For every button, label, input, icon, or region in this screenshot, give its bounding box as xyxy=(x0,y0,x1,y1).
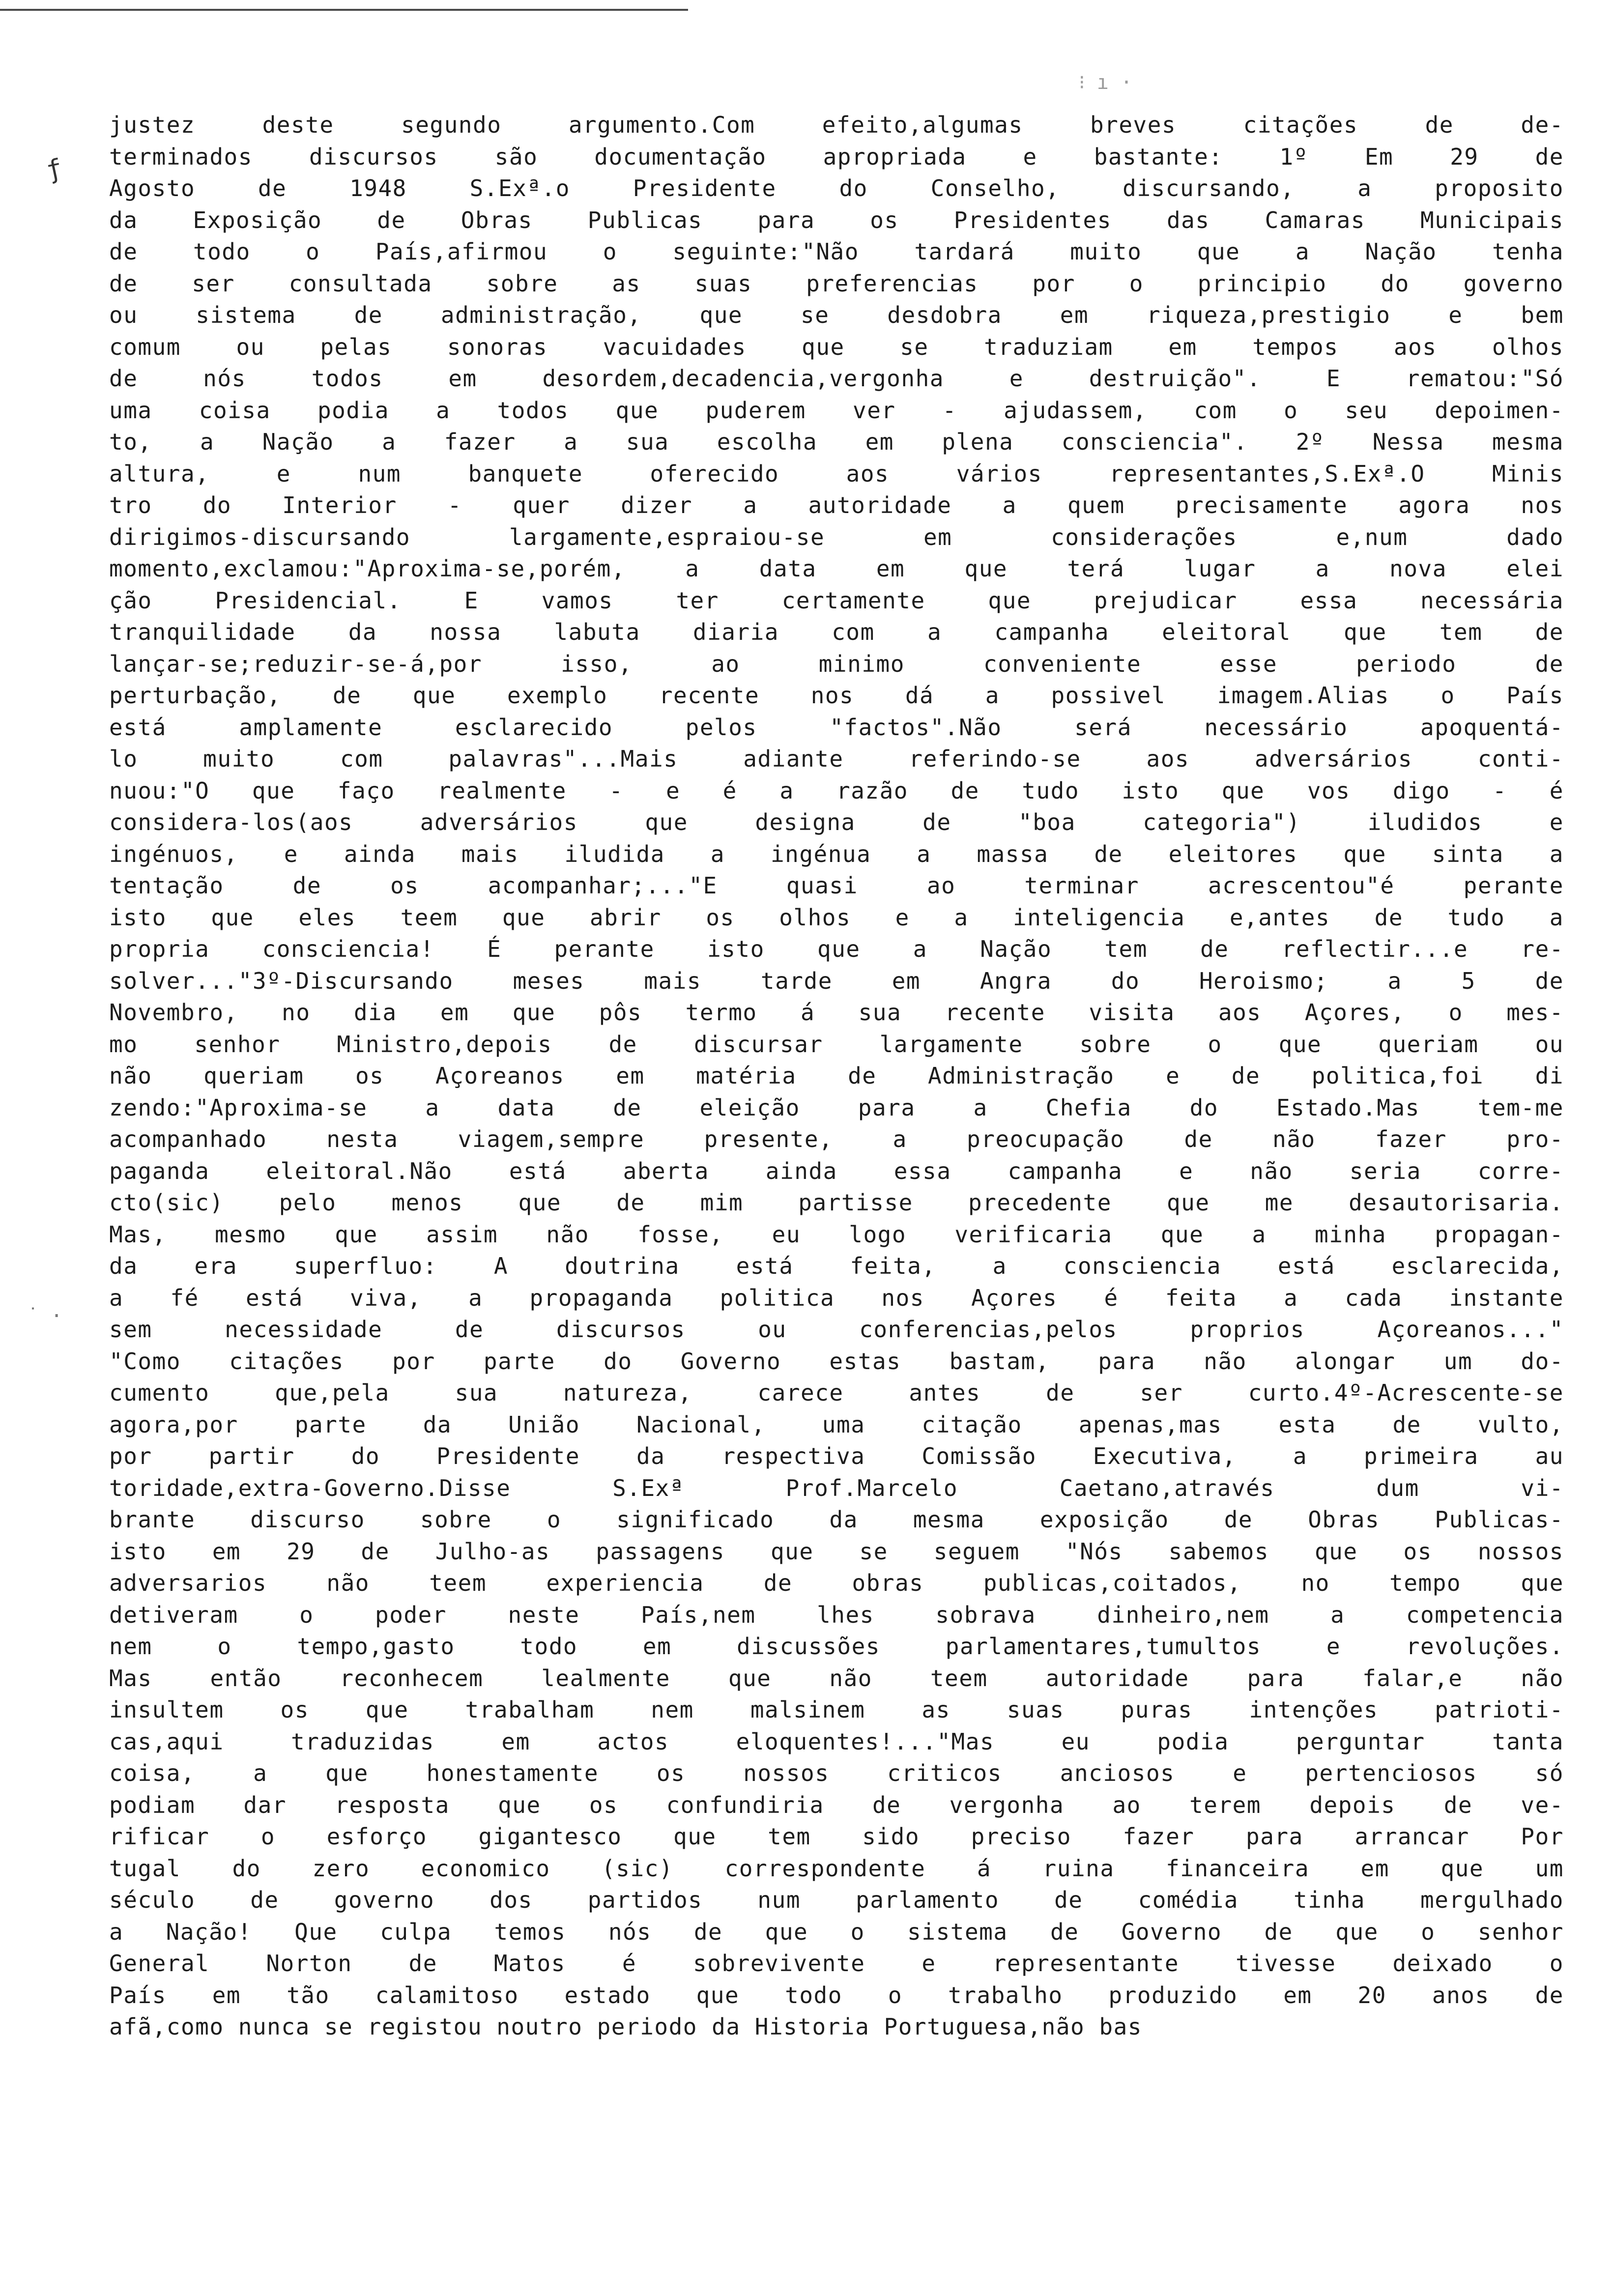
text-line: zendo:"Aproxima-se a data de eleição para a Chefia do Estado.Mas tem-me xyxy=(109,1094,1564,1121)
text-line: toridade,extra-Governo.Disse S.Exª Prof.Marcelo Caetano,através dum vi- xyxy=(109,1474,1564,1501)
text-line: Mas, mesmo que assim não fosse, eu logo verificaria que a minha propagan- xyxy=(109,1221,1564,1248)
margin-dots: ˙ · xyxy=(27,1305,63,1327)
text-line: nuou:"O que faço realmente - e é a razão de tudo isto que vos digo - é xyxy=(109,777,1564,804)
text-line: cto(sic) pelo menos que de mim partisse precedente que me desautorisaria. xyxy=(109,1189,1564,1216)
text-line: tentação de os acompanhar;..."E quasi ao terminar acrescentou"é perante xyxy=(109,872,1564,899)
text-line: de nós todos em desordem,decadencia,vergonha e destruição". E rematou:"Só xyxy=(109,365,1564,392)
text-line: cas,aqui traduzidas em actos eloquentes!..."Mas eu podia perguntar tanta xyxy=(109,1728,1564,1755)
text-line: nem o tempo,gasto todo em discussões parlamentares,tumultos e revoluções. xyxy=(109,1633,1564,1660)
text-line: "Como citações por parte do Governo estas bastam, para não alongar um do- xyxy=(109,1348,1564,1375)
text-line: está amplamente esclarecido pelos "factos".Não será necessário apoquentá- xyxy=(109,714,1564,741)
text-line: sem necessidade de discursos ou conferencias,pelos proprios Açoreanos..." xyxy=(109,1316,1564,1343)
text-line: lançar-se;reduzir-se-á,por isso, ao minimo conveniente esse periodo de xyxy=(109,650,1564,677)
text-line: de ser consultada sobre as suas preferencias por o principio do governo xyxy=(109,270,1564,297)
text-line: ção Presidencial. E vamos ter certamente que prejudicar essa necessária xyxy=(109,587,1564,614)
text-line: uma coisa podia a todos que puderem ver - ajudassem, com o seu depoimen- xyxy=(109,397,1564,424)
text-line: a fé está viva, a propaganda politica nos Açores é feita a cada instante xyxy=(109,1284,1564,1311)
text-line: lo muito com palavras"...Mais adiante referindo-se aos adversários conti- xyxy=(109,746,1564,772)
text-line: tugal do zero economico (sic) correspondente á ruina financeira em que um xyxy=(109,1855,1564,1882)
text-line: Novembro, no dia em que pôs termo á sua recente visita aos Açores, o mes- xyxy=(109,999,1564,1026)
text-line: tranquilidade da nossa labuta diaria com a campanha eleitoral que tem de xyxy=(109,619,1564,645)
text-line: a Nação! Que culpa temos nós de que o sistema de Governo de que o senhor xyxy=(109,1918,1564,1945)
text-line: Agosto de 1948 S.Exª.o Presidente do Conselho, discursando, a proposito xyxy=(109,175,1564,201)
text-line: tro do Interior - quer dizer a autoridade a quem precisamente agora nos xyxy=(109,492,1564,518)
text-line: rificar o esforço gigantesco que tem sido preciso fazer para arrancar Por xyxy=(109,1823,1564,1850)
text-line: perturbação, de que exemplo recente nos dá a possivel imagem.Alias o País xyxy=(109,682,1564,709)
text-line: da era superfluo: A doutrina está feita, a consciencia está esclarecida, xyxy=(109,1253,1564,1279)
text-line: isto que eles teem que abrir os olhos e a inteligencia e,antes de tudo a xyxy=(109,904,1564,931)
margin-mark: ƒ xyxy=(44,153,65,186)
typed-page xyxy=(109,109,1564,2043)
text-line: justez deste segundo argumento.Com efeito,algumas breves citações de de- xyxy=(109,112,1564,138)
text-line: isto em 29 de Julho-as passagens que se seguem "Nós sabemos que os nossos xyxy=(109,1538,1564,1565)
top-rule xyxy=(0,9,688,11)
text-line: podiam dar resposta que os confundiria de vergonha ao terem depois de ve- xyxy=(109,1791,1564,1818)
text-line: to, a Nação a fazer a sua escolha em plena consciencia". 2º Nessa mesma xyxy=(109,429,1564,455)
text-line: não queriam os Açoreanos em matéria de Administração e de politica,foi di xyxy=(109,1062,1564,1089)
text-line: agora,por parte da União Nacional, uma citação apenas,mas esta de vulto, xyxy=(109,1411,1564,1438)
text-line: mo senhor Ministro,depois de discursar largamente sobre o que queriam ou xyxy=(109,1031,1564,1058)
text-line: coisa, a que honestamente os nossos criticos anciosos e pertenciosos só xyxy=(109,1760,1564,1786)
text-line: País em tão calamitoso estado que todo o trabalho produzido em 20 anos de xyxy=(109,1981,1564,2009)
scan-mark: ⁝ ı · xyxy=(1079,71,1133,94)
text-line: acompanhado nesta viagem,sempre presente, a preocupação de não fazer pro- xyxy=(109,1126,1564,1152)
text-line: momento,exclamou:"Aproxima-se,porém, a data em que terá lugar a nova elei xyxy=(109,555,1564,582)
text-line: Mas então reconhecem lealmente que não teem autoridade para falar,e não xyxy=(109,1665,1564,1692)
text-line: considera-los(aos adversários que designa de "boa categoria") iludidos e xyxy=(109,809,1564,835)
text-line: ingénuos, e ainda mais iludida a ingénua a massa de eleitores que sinta a xyxy=(109,840,1564,867)
text-line: detiveram o poder neste País,nem lhes sobrava dinheiro,nem a competencia xyxy=(109,1601,1564,1628)
text-line: século de governo dos partidos num parlamento de comédia tinha mergulhado xyxy=(109,1887,1564,1913)
text-line: comum ou pelas sonoras vacuidades que se traduziam em tempos aos olhos xyxy=(109,333,1564,360)
text-line: altura, e num banquete oferecido aos vários representantes,S.Exª.O Minis xyxy=(109,460,1564,487)
text-line: General Norton de Matos é sobrevivente e representante tivesse deixado o xyxy=(109,1950,1564,1977)
text-line: afã,como nunca se registou noutro periodo da Historia Portuguesa,não bas xyxy=(109,2013,1142,2040)
text-line: insultem os que trabalham nem malsinem as suas puras intenções patrioti- xyxy=(109,1696,1564,1723)
text-line: de todo o País,afirmou o seguinte:"Não tardará muito que a Nação tenha xyxy=(109,238,1564,265)
text-line: dirigimos-discursando largamente,espraiou-se em considerações e,num dado xyxy=(109,523,1564,550)
text-line: cumento que,pela sua natureza, carece antes de ser curto.4º-Acrescente-se xyxy=(109,1379,1564,1406)
text-line: por partir do Presidente da respectiva Comissão Executiva, a primeira au xyxy=(109,1443,1564,1469)
text-line: solver..."3º-Discursando meses mais tarde em Angra do Heroismo; a 5 de xyxy=(109,967,1564,994)
text-line: terminados discursos são documentação apropriada e bastante: 1º Em 29 de xyxy=(109,143,1564,170)
text-line: ou sistema de administração, que se desdobra em riqueza,prestigio e bem xyxy=(109,302,1564,328)
text-line: adversarios não teem experiencia de obras publicas,coitados, no tempo que xyxy=(109,1570,1564,1596)
text-line: brante discurso sobre o significado da mesma exposição de Obras Publicas- xyxy=(109,1506,1564,1533)
text-line: propria consciencia! É perante isto que a Nação tem de reflectir...e re- xyxy=(109,936,1564,962)
text-line: da Exposição de Obras Publicas para os Presidentes das Camaras Municipais xyxy=(109,206,1564,233)
text-line: paganda eleitoral.Não está aberta ainda essa campanha e não seria corre- xyxy=(109,1157,1564,1184)
